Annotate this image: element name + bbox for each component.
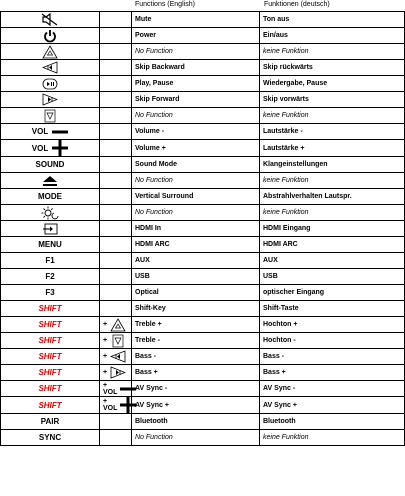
function-german: Hochton +: [260, 317, 405, 333]
function-english: Volume -: [132, 124, 260, 140]
function-german: Shift-Taste: [260, 301, 405, 317]
shift-label: SHIFT: [38, 384, 62, 393]
eject-icon: [42, 175, 58, 187]
function-german: keine Funktion: [260, 205, 405, 221]
function-german: keine Funktion: [260, 430, 405, 446]
modifier-cell: [100, 269, 132, 285]
minus-icon: [52, 129, 68, 135]
table-row: [1, 189, 405, 205]
function-german: keine Funktion: [260, 108, 405, 124]
modifier-cell: [100, 189, 132, 205]
button-cell: [1, 60, 100, 76]
modifier-cell: [100, 28, 132, 44]
modifier-label: +: [103, 321, 108, 328]
button-label: SYNC: [38, 433, 62, 442]
function-german: keine Funktion: [260, 44, 405, 60]
header-german: Funktionen (deutsch): [264, 1, 330, 8]
function-english: Skip Backward: [132, 60, 260, 76]
button-cell: [1, 397, 100, 414]
button-cell: [1, 269, 100, 285]
skip-back-icon: [42, 61, 58, 74]
function-english: Treble -: [132, 333, 260, 349]
function-german: Lautstärke -: [260, 124, 405, 140]
table-row: [1, 317, 405, 333]
button-cell: [1, 414, 100, 430]
button-cell: [1, 108, 100, 124]
button-cell: [1, 317, 100, 333]
modifier-label: + VOL: [103, 381, 118, 396]
function-english: Power: [132, 28, 260, 44]
button-cell: [1, 237, 100, 253]
modifier-cell: [100, 108, 132, 124]
function-german: Abstrahlverhalten Lautspr.: [260, 189, 405, 205]
table-row: [1, 157, 405, 173]
table-row: [1, 44, 405, 60]
header-english: Functions (English): [135, 1, 195, 8]
function-english: USB: [132, 269, 260, 285]
button-cell: [1, 92, 100, 108]
function-english: HDMI ARC: [132, 237, 260, 253]
function-english: Skip Forward: [132, 92, 260, 108]
table-row: [1, 430, 405, 446]
table-row: [1, 381, 405, 397]
skip-back-icon: [110, 350, 126, 363]
button-cell: [1, 333, 100, 349]
button-label: F2: [45, 272, 55, 281]
button-cell: [1, 365, 100, 381]
table-row: [1, 397, 405, 414]
table-row: [1, 221, 405, 237]
button-cell: [1, 189, 100, 205]
function-english: No Function: [132, 205, 260, 221]
table-row: [1, 108, 405, 124]
function-german: Ein/aus: [260, 28, 405, 44]
modifier-cell: [100, 285, 132, 301]
function-english: Bass +: [132, 365, 260, 381]
skip-forward-icon: [42, 93, 58, 106]
modifier-cell: [100, 397, 132, 414]
mute-icon: [41, 13, 59, 26]
function-english: No Function: [132, 430, 260, 446]
down-triangle-icon: [110, 334, 126, 348]
modifier-label: + VOL: [103, 398, 118, 412]
function-english: Mute: [132, 12, 260, 28]
table-row: [1, 140, 405, 157]
function-english: Shift-Key: [132, 301, 260, 317]
modifier-cell: [100, 365, 132, 381]
table-row: [1, 60, 405, 76]
shift-label: SHIFT: [38, 320, 62, 329]
function-english: No Function: [132, 173, 260, 189]
modifier-label: +: [103, 353, 108, 360]
modifier-cell: [100, 301, 132, 317]
table-row: [1, 349, 405, 365]
function-english: HDMI In: [132, 221, 260, 237]
table-row: [1, 253, 405, 269]
modifier-cell: [100, 414, 132, 430]
shift-label: SHIFT: [38, 400, 62, 410]
shift-label: SHIFT: [38, 336, 62, 345]
up-triangle-icon: [42, 45, 58, 59]
function-german: HDMI Eingang: [260, 221, 405, 237]
modifier-cell: [100, 333, 132, 349]
button-cell: [1, 221, 100, 237]
function-english: AV Sync +: [132, 397, 260, 414]
modifier-cell: [100, 92, 132, 108]
modifier-cell: [100, 317, 132, 333]
minus-icon: [120, 386, 136, 392]
table-row: [1, 301, 405, 317]
dimmer-icon: [41, 206, 59, 220]
modifier-cell: [100, 60, 132, 76]
table-row: [1, 269, 405, 285]
function-german: AV Sync -: [260, 381, 405, 397]
button-label: VOL: [31, 143, 49, 153]
button-label: F1: [45, 256, 55, 265]
shift-label: SHIFT: [38, 304, 62, 313]
remote-function-table: [0, 11, 405, 446]
button-cell: [1, 349, 100, 365]
function-german: HDMI ARC: [260, 237, 405, 253]
function-german: Bass +: [260, 365, 405, 381]
shift-label: SHIFT: [38, 368, 62, 377]
function-german: keine Funktion: [260, 173, 405, 189]
table-row: [1, 92, 405, 108]
button-label: MODE: [38, 192, 62, 201]
function-english: Optical: [132, 285, 260, 301]
modifier-cell: [100, 44, 132, 60]
table-row: [1, 12, 405, 28]
modifier-cell: [100, 124, 132, 140]
modifier-cell: [100, 253, 132, 269]
button-label: VOL: [31, 127, 49, 136]
button-cell: [1, 253, 100, 269]
modifier-cell: [100, 221, 132, 237]
modifier-cell: [100, 205, 132, 221]
button-cell: [1, 76, 100, 92]
table-row: [1, 205, 405, 221]
function-german: Klangeinstellungen: [260, 157, 405, 173]
button-label: MENU: [38, 240, 62, 249]
function-german: Lautstärke +: [260, 140, 405, 157]
skip-forward-icon: [110, 366, 126, 379]
function-english: Vertical Surround: [132, 189, 260, 205]
table-row: [1, 333, 405, 349]
button-cell: [1, 12, 100, 28]
modifier-cell: [100, 349, 132, 365]
function-english: Treble +: [132, 317, 260, 333]
button-cell: [1, 430, 100, 446]
modifier-cell: [100, 157, 132, 173]
button-cell: [1, 285, 100, 301]
play-pause-icon: [42, 78, 58, 90]
button-cell: [1, 173, 100, 189]
button-cell: [1, 140, 100, 157]
function-english: Bass -: [132, 349, 260, 365]
function-german: Ton aus: [260, 12, 405, 28]
function-english: AV Sync -: [132, 381, 260, 397]
function-german: Bass -: [260, 349, 405, 365]
function-english: Sound Mode: [132, 157, 260, 173]
table-row: [1, 76, 405, 92]
modifier-cell: [100, 237, 132, 253]
function-german: Hochton -: [260, 333, 405, 349]
function-german: Skip rückwärts: [260, 60, 405, 76]
button-label: SOUND: [35, 160, 65, 169]
table-row: [1, 414, 405, 430]
function-german: USB: [260, 269, 405, 285]
modifier-cell: [100, 173, 132, 189]
function-german: optischer Eingang: [260, 285, 405, 301]
function-english: Play, Pause: [132, 76, 260, 92]
modifier-label: +: [103, 337, 108, 344]
function-english: Bluetooth: [132, 414, 260, 430]
function-german: Wiedergabe, Pause: [260, 76, 405, 92]
function-english: AUX: [132, 253, 260, 269]
button-cell: [1, 124, 100, 140]
table-header: [0, 0, 405, 11]
modifier-cell: [100, 381, 132, 397]
modifier-label: +: [103, 369, 108, 376]
button-cell: [1, 28, 100, 44]
function-german: Bluetooth: [260, 414, 405, 430]
table-row: [1, 285, 405, 301]
plus-icon: [52, 140, 68, 156]
table-row: [1, 28, 405, 44]
button-label: PAIR: [40, 417, 60, 426]
button-cell: [1, 205, 100, 221]
function-english: No Function: [132, 44, 260, 60]
button-cell: [1, 381, 100, 397]
down-triangle-icon: [42, 109, 58, 123]
function-german: AUX: [260, 253, 405, 269]
table-row: [1, 237, 405, 253]
modifier-cell: [100, 140, 132, 157]
function-english: Volume +: [132, 140, 260, 157]
table-row: [1, 124, 405, 140]
button-cell: [1, 44, 100, 60]
table-row: [1, 173, 405, 189]
plus-icon: [120, 397, 136, 413]
button-cell: [1, 157, 100, 173]
input-icon: [42, 223, 58, 235]
button-cell: [1, 301, 100, 317]
function-english: No Function: [132, 108, 260, 124]
modifier-cell: [100, 12, 132, 28]
shift-label: SHIFT: [38, 352, 62, 361]
up-triangle-icon: [110, 318, 126, 332]
function-german: Skip vorwärts: [260, 92, 405, 108]
power-icon: [43, 29, 57, 43]
modifier-cell: [100, 430, 132, 446]
table-row: [1, 365, 405, 381]
function-german: AV Sync +: [260, 397, 405, 414]
modifier-cell: [100, 76, 132, 92]
button-label: F3: [45, 288, 55, 297]
